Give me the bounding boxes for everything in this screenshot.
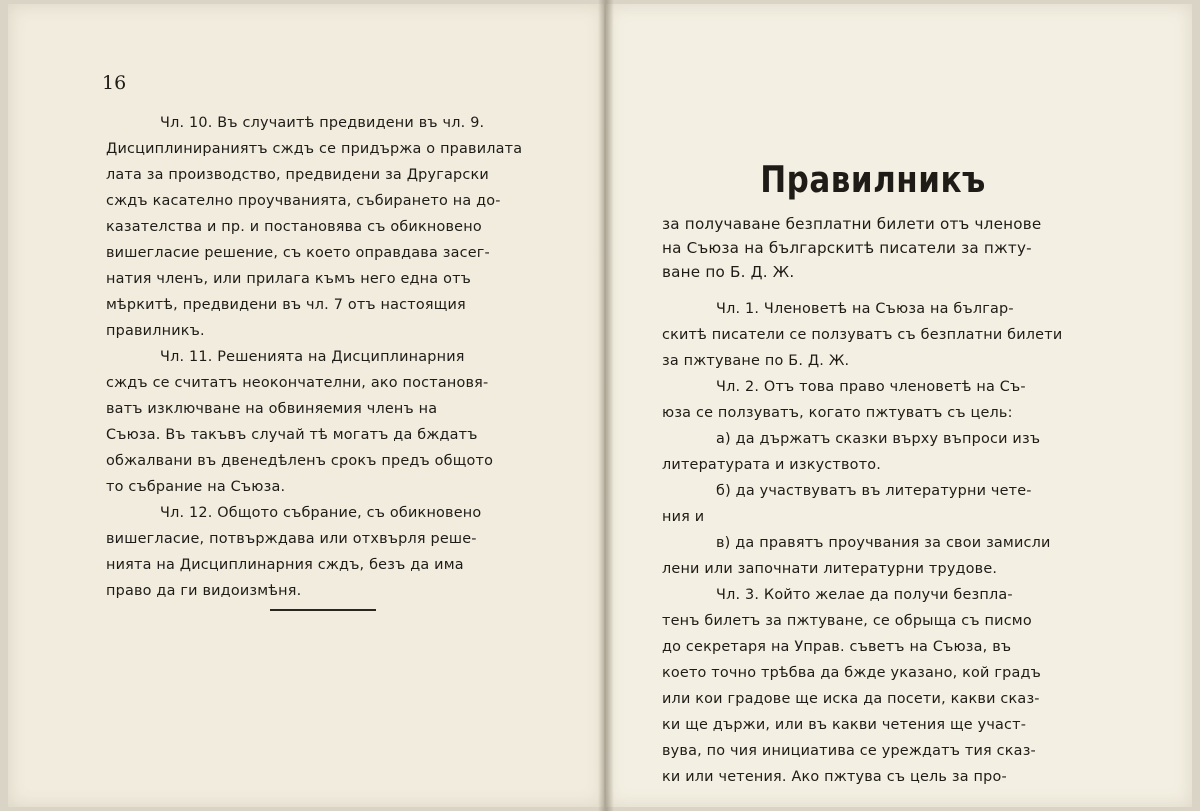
text-line: а) да държатъ сказки върху въпроси изъ xyxy=(716,431,1041,447)
text-line: юза се ползуватъ, когато пжтуватъ съ цель: xyxy=(662,405,1013,421)
text-line: вишегласие решение, съ което оправдава засег- xyxy=(106,245,490,261)
subtitle-line: ване по Б. Д. Ж. xyxy=(662,263,795,281)
text-line: лата за производство, предвидени за Другарски xyxy=(106,167,489,183)
text-line: Чл. 12. Общото събрание, съ обикновено xyxy=(160,505,482,521)
book-gutter xyxy=(598,0,614,811)
document-title: Правилникъ xyxy=(760,158,986,202)
page-number: 16 xyxy=(102,72,127,94)
text-line: ки или четения. Ако пжтува съ цель за про- xyxy=(662,769,1007,785)
right-page-text xyxy=(662,296,1086,790)
subtitle-line: за получаване безплатни билети отъ членове xyxy=(662,215,1042,233)
section-divider xyxy=(270,609,376,611)
text-line: то събрание на Съюза. xyxy=(106,479,286,495)
text-line: Чл. 11. Решенията на Дисциплинарния xyxy=(160,349,465,365)
text-line: скитѣ писатели се ползуватъ съ безплатни билети xyxy=(662,327,1063,343)
text-line: ки ще държи, или въ какви четения ще участ- xyxy=(662,717,1027,733)
text-line: ния и xyxy=(662,509,705,525)
text-line: в) да правятъ проучвания за свои замисли xyxy=(716,535,1051,551)
text-line: мѣркитѣ, предвидени въ чл. 7 отъ настоящия xyxy=(106,297,466,313)
text-line: Чл. 1. Членоветѣ на Съюза на българ- xyxy=(716,301,1014,317)
text-line: вува, по чия инициатива се уреждатъ тия сказ- xyxy=(662,743,1036,759)
text-line: сждъ се считатъ неокончателни, ако постановя- xyxy=(106,375,489,391)
text-line: натия членъ, или прилага къмъ него една отъ xyxy=(106,271,472,287)
text-line: ватъ изключване на обвиняемия членъ на xyxy=(106,401,438,417)
text-line: или кои градове ще иска да посети, какви сказ- xyxy=(662,691,1040,707)
text-line: нията на Дисциплинарния сждъ, безъ да има xyxy=(106,557,464,573)
text-line: за пжтуване по Б. Д. Ж. xyxy=(662,353,850,369)
subtitle-line: на Съюза на българскитѣ писатели за пжту- xyxy=(662,239,1032,257)
text-line: Дисциплинираниятъ сждъ се придържа о правилата xyxy=(106,141,523,157)
text-line: вишегласие, потвърждава или отхвърля реше- xyxy=(106,531,477,547)
text-line: Чл. 3. Който желае да получи безпла- xyxy=(716,587,1013,603)
text-line: обжалвани въ двенедѣленъ срокъ предъ общото xyxy=(106,453,494,469)
text-line: Чл. 10. Въ случаитѣ предвидени въ чл. 9. xyxy=(160,115,485,131)
text-line: Чл. 2. Отъ това право членоветѣ на Съ- xyxy=(716,379,1026,395)
document-subtitle xyxy=(662,212,1088,284)
text-line: лени или започнати литературни трудове. xyxy=(662,561,998,577)
left-page-text xyxy=(106,110,532,604)
text-line: което точно трѣбва да бжде указано, кой градъ xyxy=(662,665,1041,681)
text-line: до секретаря на Управ. съветъ на Съюза, въ xyxy=(662,639,1012,655)
text-line: б) да участвуватъ въ литературни чете- xyxy=(716,483,1032,499)
text-line: право да ги видоизмѣня. xyxy=(106,583,302,599)
text-line: тенъ билетъ за пжтуване, се обрыща съ писмо xyxy=(662,613,1032,629)
text-line: правилникъ. xyxy=(106,323,205,339)
text-line: Съюза. Въ такъвъ случай тѣ могатъ да бждатъ xyxy=(106,427,478,443)
text-line: сждъ касателно проучванията, събирането на до- xyxy=(106,193,501,209)
text-line: казателства и пр. и постановява съ обикновено xyxy=(106,219,482,235)
text-line: литературата и изкуството. xyxy=(662,457,882,473)
